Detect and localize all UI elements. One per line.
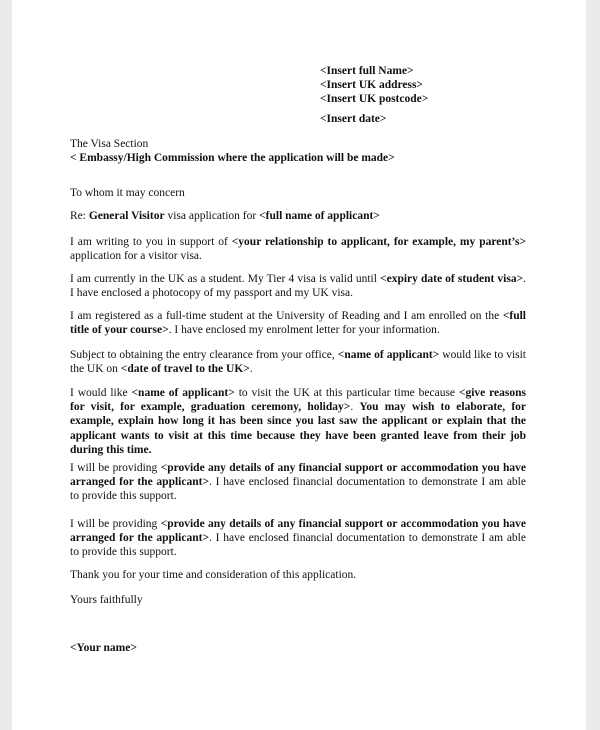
p1-text-2: application for a visitor visa. <box>70 250 202 263</box>
p1-bold-1: <your relationship to applicant, for example, my parent’s> <box>231 236 526 248</box>
p7-text-1: I will be providing <box>70 518 161 530</box>
sender-postcode: <Insert UK postcode> <box>320 93 429 106</box>
sender-name: <Insert full Name> <box>320 65 414 77</box>
recipient-block <box>70 137 526 165</box>
p2-bold-1: <expiry date of student visa> <box>380 273 524 285</box>
subject-purpose: General Visitor <box>88 210 165 222</box>
paragraph-financial-support-2 <box>70 517 526 560</box>
p5-bold-1: <name of applicant> <box>131 387 235 399</box>
p6-text-2: . I have enclosed financial documentation to demonstrate I am able to provide this support. <box>70 476 526 503</box>
p4-bold-1: <name of applicant> <box>337 349 440 361</box>
p2-text-1: I am currently in the UK as a student. My Tier 4 visa is valid until <box>70 273 381 285</box>
p3-text-2: . I have enclosed my enrolment letter for your information. <box>168 324 440 337</box>
signature-name: <Your name> <box>70 642 137 654</box>
recipient-section: The Visa Section <box>70 138 149 150</box>
salutation: To whom it may concern <box>70 187 185 199</box>
recipient-embassy: < Embassy/High Commission where the application will be made> <box>70 152 395 165</box>
p3-text-1: I am registered as a full-time student at the University of Reading and I am enrolled on the <box>70 310 503 322</box>
p5-text-1: I would like <box>70 387 132 399</box>
p4-text-1: Subject to obtaining the entry clearance from your office, <box>70 349 338 361</box>
p1-text-1: I am writing to you in support of <box>70 236 232 248</box>
p3-bold-1: <full title of your course> <box>70 310 526 337</box>
p4-bold-2: <date of travel to the UK> <box>120 363 250 376</box>
paragraph-visit-reason <box>70 386 526 457</box>
paragraph-travel-date <box>70 348 526 376</box>
paragraph-financial-support-1 <box>70 461 526 504</box>
letter-page <box>12 0 586 730</box>
subject-prefix: Re: <box>70 210 89 222</box>
subject-line <box>70 209 526 223</box>
paragraph-relationship <box>70 235 526 263</box>
sender-address: <Insert UK address> <box>320 79 423 92</box>
letter-date: <Insert date> <box>320 113 387 125</box>
paragraph-enrolment <box>70 309 526 337</box>
p4-text-3: . <box>249 363 253 376</box>
p5-bold-2: <give reasons for visit, for example, graduation ceremony, holiday> <box>70 387 527 414</box>
p2-text-2: . I have enclosed a photocopy of my passport and my UK visa. <box>70 273 526 300</box>
paragraph-student-visa <box>70 272 526 300</box>
closing-line: Yours faithfully <box>70 594 143 606</box>
p5-text-3: . <box>350 401 360 414</box>
subject-mid: visa application for <box>164 210 260 222</box>
thanks-line: Thank you for your time and consideration of this application. <box>70 569 357 581</box>
p5-bold-3: You may wish to elaborate, for example, explain how long it has been since you last saw the applicant or explain that the applicant wants to visit at this time because they have been granted leave from their job during this time. <box>70 401 527 456</box>
p6-bold-1: <provide any details of any financial support or accommodation you have arranged for the applicant> <box>70 462 526 489</box>
p7-text-2: . I have enclosed financial documentation to demonstrate I am able to provide this support. <box>70 532 526 559</box>
p5-text-2: to visit the UK at this particular time because <box>234 387 459 399</box>
sender-address-block <box>320 64 428 107</box>
p4-text-2: would like to visit the UK on <box>70 349 527 376</box>
p7-bold-1: <provide any details of any financial support or accommodation you have arranged for the applicant> <box>70 518 526 545</box>
subject-applicant: <full name of applicant> <box>259 210 380 222</box>
p6-text-1: I will be providing <box>70 462 161 474</box>
